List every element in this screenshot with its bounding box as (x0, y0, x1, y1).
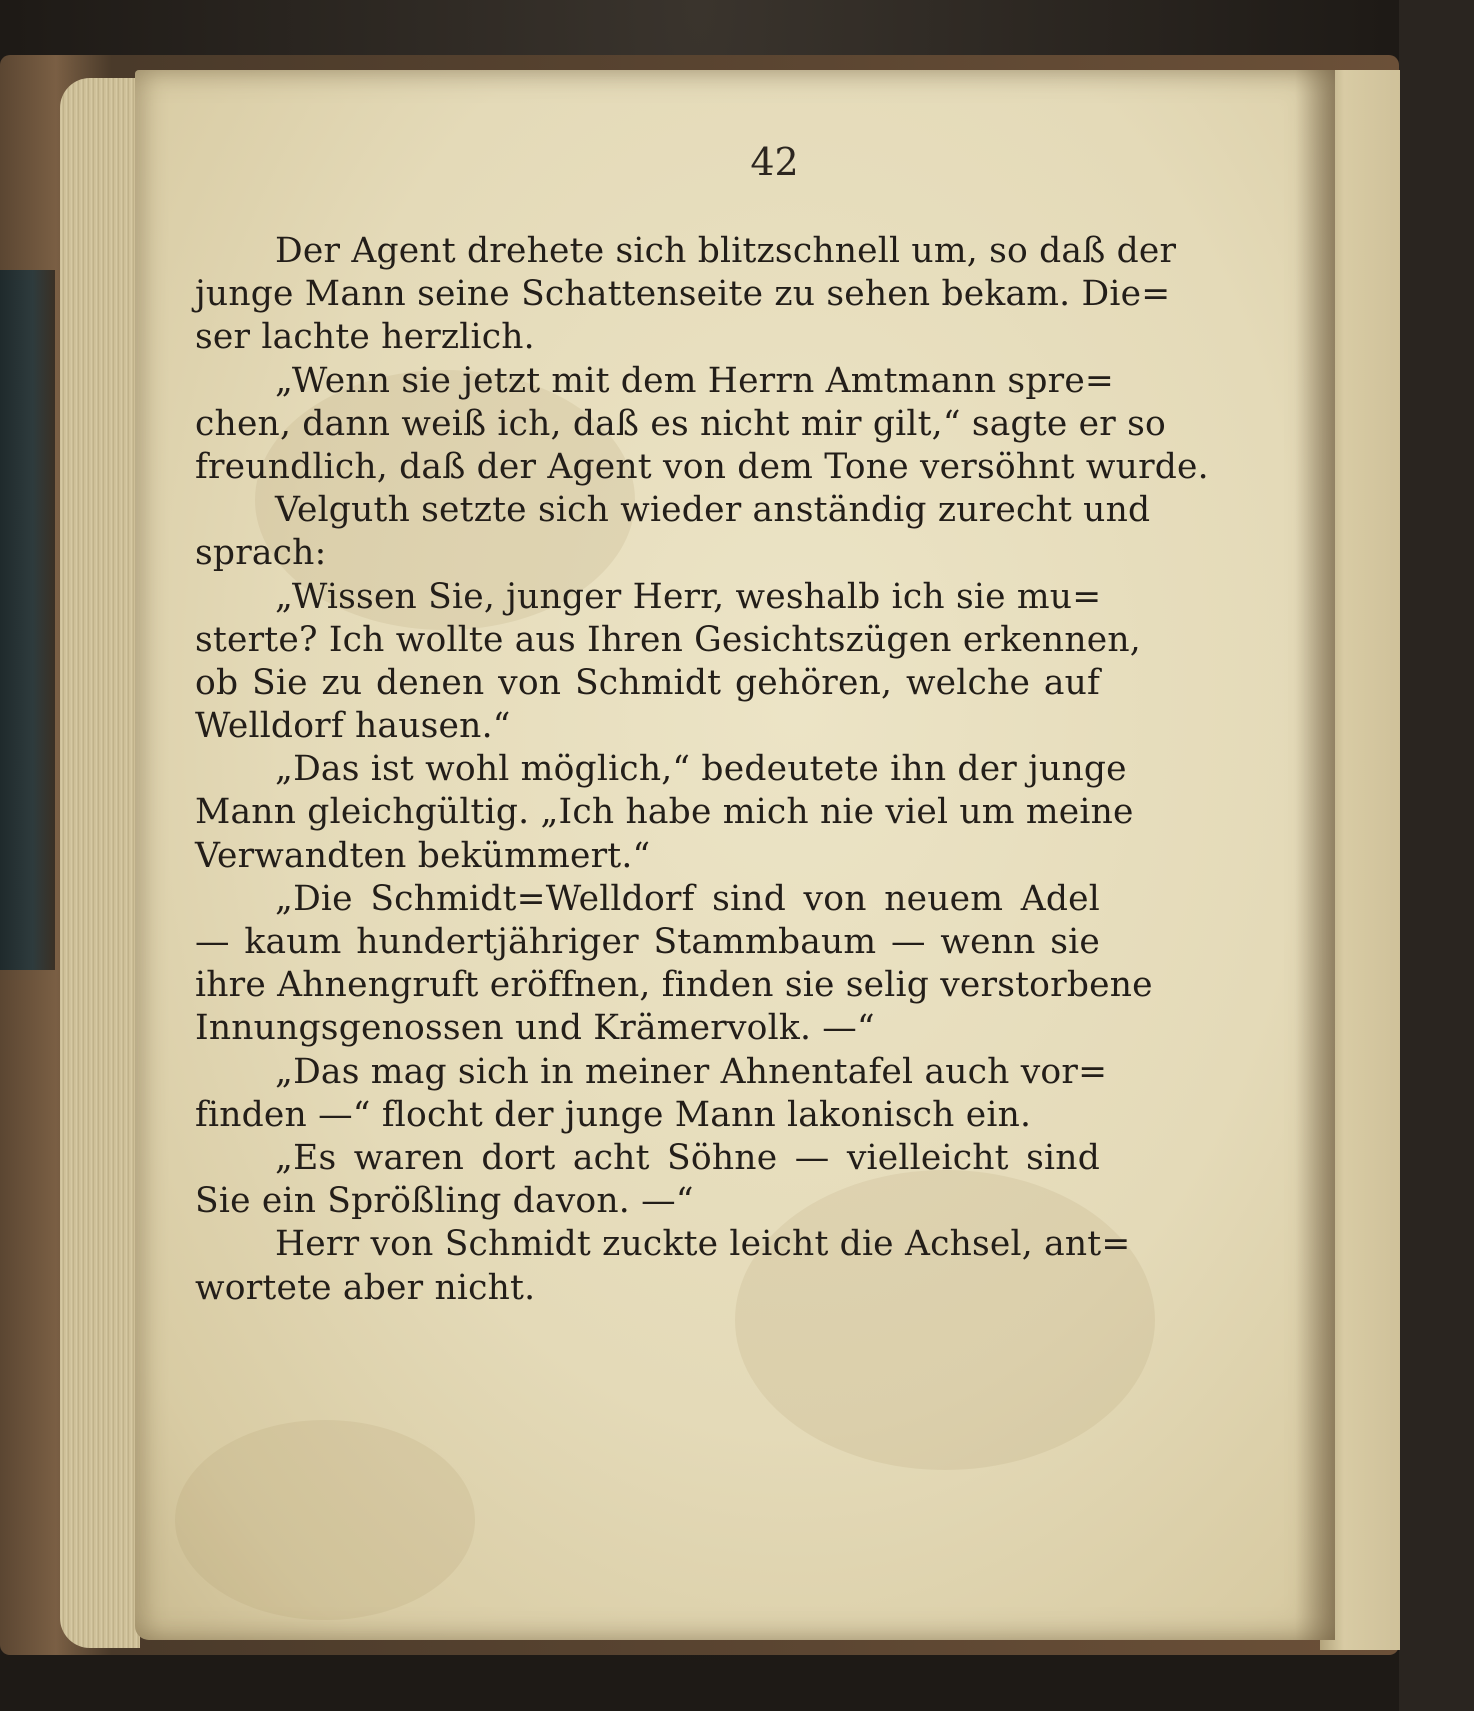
text-line: Der Agent drehete sich blitzschnell um, so daß der (275, 231, 1177, 271)
text-line: Welldorf hausen.“ (195, 706, 511, 747)
text-line: ser lachte herzlich. (195, 317, 535, 358)
text-line: Verwandten bekümmert.“ (195, 835, 651, 876)
text-line: „Es waren dort acht Söhne — vielleicht sind (275, 1137, 1100, 1178)
paper-stain (175, 1420, 475, 1620)
book-spine-edge (0, 270, 55, 970)
text-line: sterte? Ich wollte aus Ihren Gesichtszügen erkennen, (195, 619, 1141, 660)
page-number: 42 (750, 140, 799, 184)
page-stack-edge (60, 78, 140, 1648)
text-line: Herr von Schmidt zuckte leicht die Achsel, ant= (275, 1224, 1131, 1265)
text-line: junge Mann seine Schattenseite zu sehen bekam. Die= (195, 274, 1171, 315)
text-line: „Wissen Sie, junger Herr, weshalb ich sie mu= (275, 576, 1102, 617)
text-line: „Das mag sich in meiner Ahnentafel auch vor= (275, 1051, 1108, 1092)
text-line: „Das ist wohl möglich,“ bedeutete ihn der junge (275, 749, 1127, 790)
text-line: wortete aber nicht. (195, 1267, 536, 1308)
text-line: chen, dann weiß ich, daß es nicht mir gilt,“ sagte er so (195, 403, 1167, 444)
text-line: „Wenn sie jetzt mit dem Herrn Amtmann spre= (275, 360, 1115, 401)
text-line: Mann gleichgültig. „Ich habe mich nie viel um meine (195, 792, 1134, 833)
page-gutter-shadow (1295, 70, 1335, 1640)
text-line: ob Sie zu denen von Schmidt gehören, welche auf (195, 662, 1100, 703)
page-body-text (195, 230, 1209, 1310)
text-line: finden —“ flocht der junge Mann lakonisch ein. (195, 1094, 1032, 1135)
text-line: Velguth setzte sich wieder anständig zurecht und (275, 490, 1151, 531)
text-line: „Die Schmidt=Welldorf sind von neuem Adel (275, 878, 1100, 919)
text-line: Innungsgenossen und Krämervolk. —“ (195, 1008, 875, 1049)
text-line: sprach: (195, 533, 327, 574)
text-line: ihre Ahnengruft eröffnen, finden sie selig verstorbene (195, 965, 1153, 1006)
text-line: freundlich, daß der Agent von dem Tone versöhnt wurde. (195, 446, 1209, 487)
text-line: — kaum hundertjähriger Stammbaum — wenn sie (195, 922, 1100, 962)
text-line: Sie ein Sprößling davon. —“ (195, 1181, 694, 1222)
